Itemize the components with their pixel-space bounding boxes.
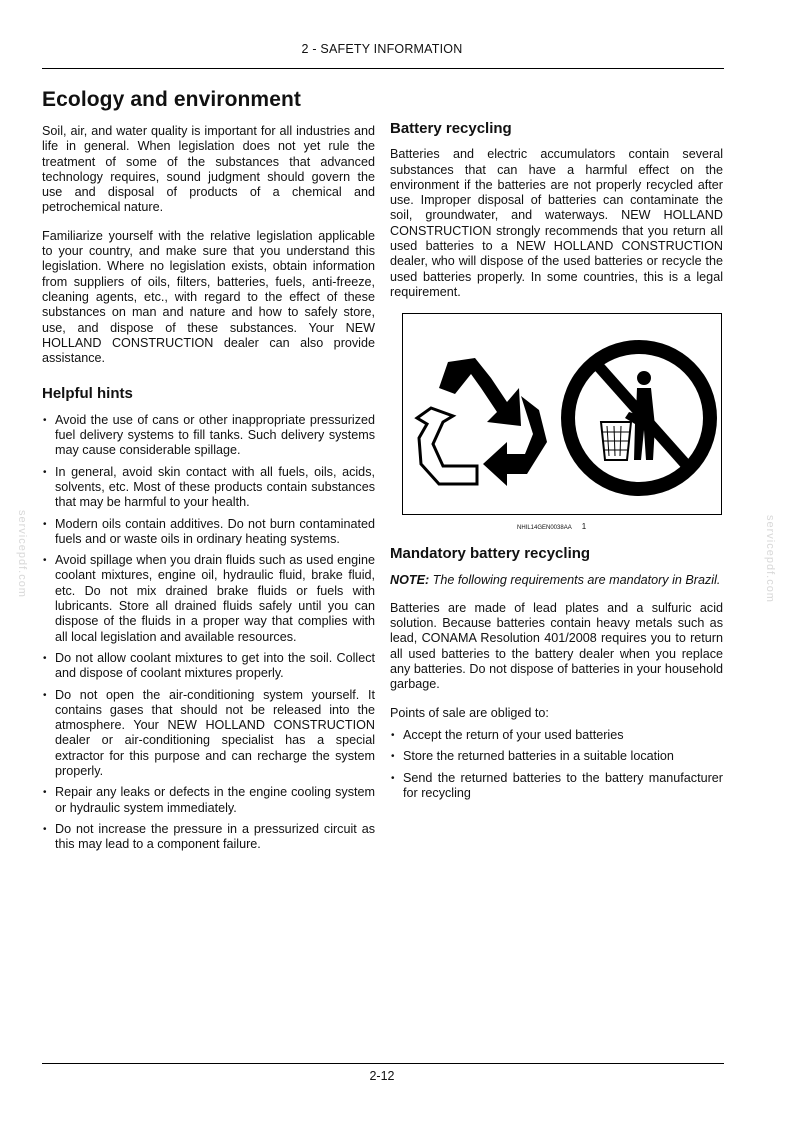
- list-item: • Do not increase the pressure in a pressurized circuit as this may lead to a component failure.: [43, 821, 375, 852]
- list-item: • Avoid spillage when you drain fluids such as used engine coolant mixtures, engine oil, hydraulic fluid, brake fluid, etc. Do not mix drained brake fluids or fuels with lubricants. Store all drained fluids safely until you can dispose of the fluids in a proper way that complies with all local legislation and available resources.: [43, 553, 375, 644]
- left-column: [42, 124, 375, 858]
- recycle-icon: [417, 358, 547, 486]
- figure-graphic: [403, 314, 721, 514]
- mandatory-paragraph: Batteries are made of lead plates and a sulfuric acid solution. Because batteries contain heavy metals such as lead, CONAMA Resolution 401/2008 requires you to return all used batteries to the battery dealer when you replace any batteries. Do not dispose of batteries in your household garbage.: [390, 600, 723, 692]
- helpful-hints-heading: Helpful hints: [42, 385, 133, 403]
- footer-rule: [42, 1063, 724, 1064]
- list-item: • Send the returned batteries to the battery manufacturer for recycling: [391, 770, 723, 800]
- page-header: 2 - SAFETY INFORMATION: [301, 42, 463, 56]
- mandatory-recycling-heading: Mandatory battery recycling: [390, 545, 591, 563]
- battery-recycling-heading: Battery recycling: [390, 120, 512, 137]
- list-item: • Do not open the air-conditioning system yourself. It contains gases that should not be released into the atmosphere. Your NEW HOLLAND CONSTRUCTION dealer or air-conditioning specialist has a special extractor for this purpose and can recharge the system properly.: [43, 687, 375, 778]
- bullet-icon: •: [43, 414, 47, 426]
- figure-caption: [390, 523, 723, 532]
- bullet-icon: •: [43, 689, 47, 701]
- list-item: • Store the returned batteries in a suitable location: [391, 749, 674, 764]
- figure-id: NHIL14GEN0038AA: [517, 525, 572, 532]
- bullet-icon: •: [43, 466, 47, 478]
- note-text: The following requirements are mandatory in Brazil.: [429, 572, 721, 587]
- bullet-icon: •: [391, 729, 395, 741]
- header-rule: [42, 68, 724, 69]
- bullet-icon: •: [391, 751, 395, 763]
- bullet-icon: •: [43, 652, 47, 664]
- intro-paragraph: Soil, air, and water quality is important for all industries and life in general. When legislation does not yet rule the treatment of some of the substances that advanced technology requires, sound judgment should govern the use and disposal of products of a chemical and petrochemical nature.: [42, 124, 375, 215]
- bullet-icon: •: [43, 555, 47, 567]
- battery-paragraph: Batteries and electric accumulators contain several substances that can have a harmful effect on the environment if the batteries are not properly recycled after use. Improper disposal of batteries can contaminate the soil, groundwater, and waterways. NEW HOLLAND CONSTRUCTION strongly recommends that you return all used batteries to a NEW HOLLAND CONSTRUCTION dealer, who will dispose of the used batteries or recycle the used batteries properly. In some countries, this is a legal requirement.: [390, 147, 723, 299]
- bullet-icon: •: [43, 787, 47, 799]
- list-item: • Avoid the use of cans or other inappropriate pressurized fuel delivery systems to fill tanks. Such delivery systems may cause considerable spillage.: [43, 412, 375, 458]
- recycling-figure: [402, 313, 722, 515]
- watermark-right: servicepdf.com: [764, 515, 776, 603]
- page-title: Ecology and environment: [42, 88, 302, 111]
- list-item: • Repair any leaks or defects in the engine cooling system or hydraulic system immediately.: [43, 785, 375, 815]
- figure-number: 1: [581, 522, 587, 532]
- points-list: [390, 728, 723, 801]
- page-number: 2-12: [369, 1069, 395, 1083]
- bullet-icon: •: [43, 518, 47, 530]
- bullet-icon: •: [391, 772, 395, 784]
- watermark-left: servicepdf.com: [16, 510, 28, 598]
- legislation-paragraph: Familiarize yourself with the relative legislation applicable to your country, and make sure that you understand this legislation. Where no legislation exists, obtain information from suppliers of oils, filters, batteries, fuels, anti-freeze, cleaning agents, etc., with regard to the effect of these substances on man and nature and how to safely store, use, and dispose of these substances. Your NEW HOLLAND CONSTRUCTION dealer can also provide assistance.: [42, 228, 375, 366]
- hints-list: [42, 413, 375, 853]
- no-trash-prohibition-icon: [561, 340, 717, 496]
- list-item: • In general, avoid skin contact with all fuels, oils, acids, solvents, etc. Most of these products contain substances that may be harmful to your health.: [43, 464, 375, 510]
- bullet-icon: •: [43, 823, 47, 835]
- note-label: NOTE:: [390, 572, 430, 587]
- note-paragraph: [390, 573, 723, 588]
- list-item: • Do not allow coolant mixtures to get into the soil. Collect and dispose of coolant mixtures properly.: [43, 650, 375, 681]
- right-column: [390, 121, 723, 807]
- list-item: • Modern oils contain additives. Do not burn contaminated fuels and or waste oils in ordinary heating systems.: [43, 516, 375, 546]
- list-item: • Accept the return of your used batteries: [391, 727, 624, 742]
- points-intro: Points of sale are obliged to:: [390, 705, 549, 720]
